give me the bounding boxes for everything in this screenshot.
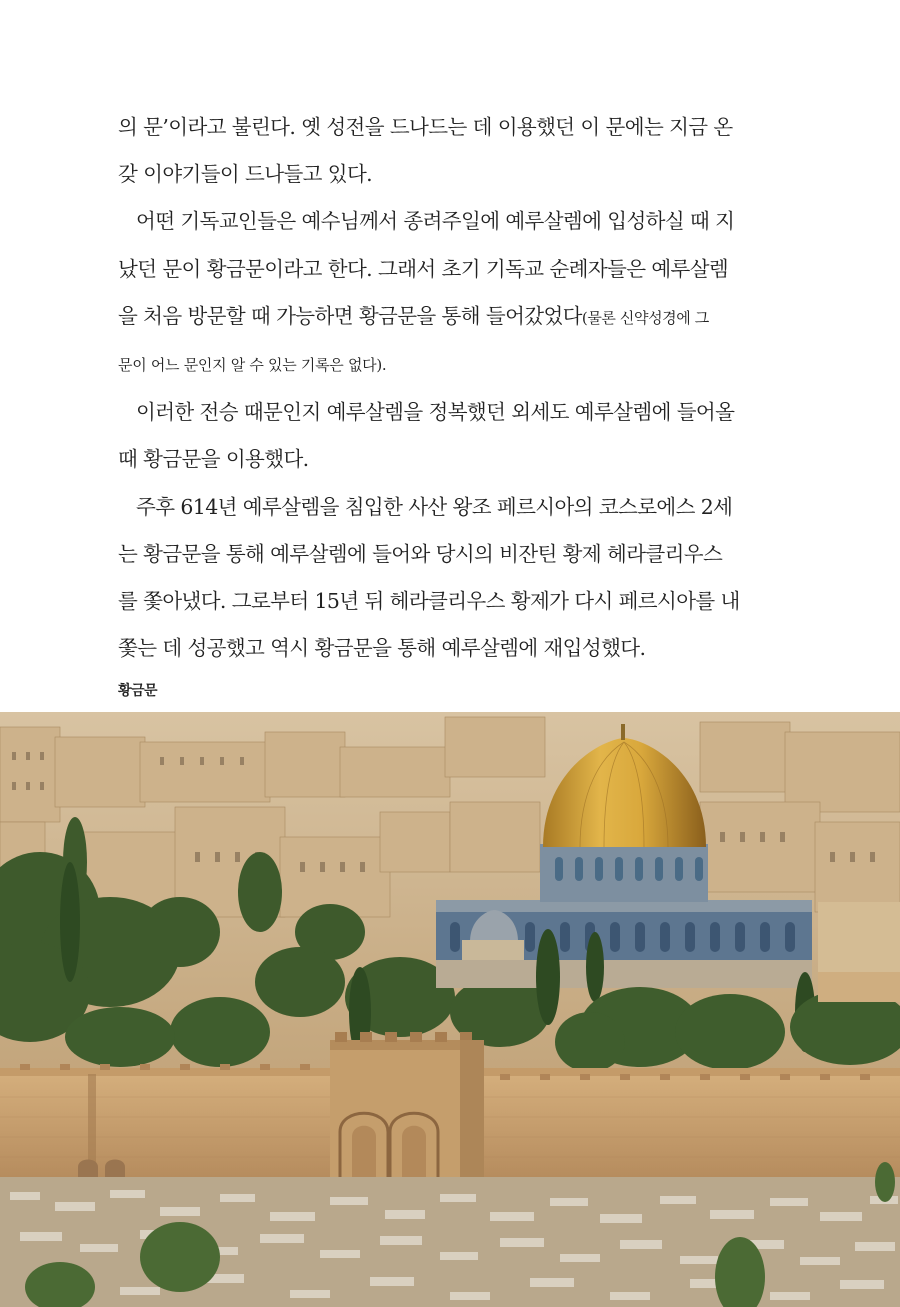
- body-line: 쫓는 데 성공했고 역시 황금문을 통해 예루살렘에 재입성했다.: [118, 636, 646, 661]
- body-line: 를 쫓아냈다. 그로부터 15년 뒤 헤라클리우스 황제가 다시 페르시아를 내: [118, 589, 740, 614]
- body-line: 때 황금문을 이용했다.: [118, 447, 309, 472]
- body-line: 이러한 전승 때문인지 예루살렘을 정복했던 외세도 예루살렘에 들어올: [136, 400, 735, 425]
- body-line: [118, 293, 758, 342]
- golden-gate-photo: [0, 712, 900, 1307]
- body-line-note: (물론 신약성경에 그: [581, 308, 709, 327]
- body-line: 의 문’이라고 불린다. 옛 성전을 드나드는 데 이용했던 이 문에는 지금 온: [118, 115, 733, 139]
- body-line: 났던 문이 황금문이라고 한다. 그래서 초기 기독교 순례자들은 예루살렘: [118, 256, 729, 281]
- body-text: [118, 104, 758, 672]
- body-line: 주후 614년 예루살렘을 침입한 사산 왕조 페르시아의 코스로에스 2세: [136, 494, 733, 519]
- body-line-main: 을 처음 방문할 때 가능하면 황금문을 통해 들어갔었다: [118, 303, 582, 328]
- body-line: 어떤 기독교인들은 예수님께서 종려주일에 예루살렘에 입성하실 때 지: [136, 209, 735, 234]
- body-line: 는 황금문을 통해 예루살렘에 들어와 당시의 비잔틴 황제 헤라클리우스: [118, 541, 723, 566]
- body-line-note: 문이 어느 문인지 알 수 있는 기록은 없다).: [118, 356, 387, 375]
- photo-caption: 황금문: [118, 683, 158, 699]
- body-line: 갖 이야기들이 드나들고 있다.: [118, 162, 373, 187]
